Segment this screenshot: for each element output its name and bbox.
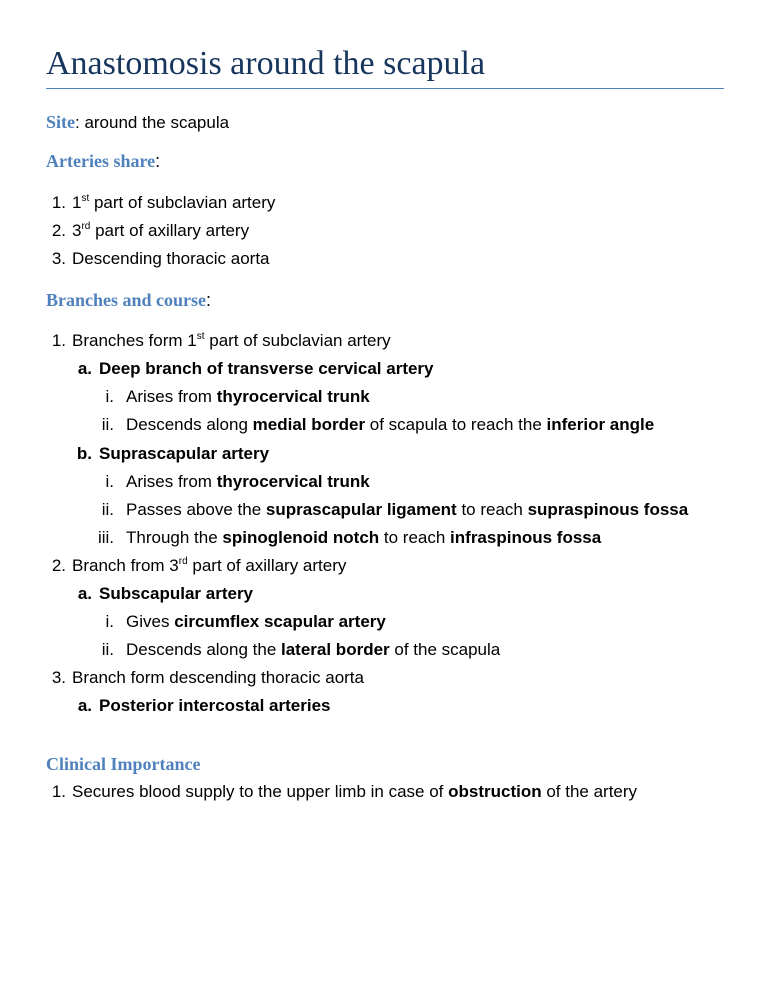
text-part: Descends along the xyxy=(126,640,281,659)
arteries-heading xyxy=(46,150,160,172)
list-letter: a. xyxy=(77,359,92,378)
bold-term: obstruction xyxy=(448,782,542,801)
list-number: 1. xyxy=(51,331,66,350)
superscript: st xyxy=(81,193,90,204)
text-part: Descends along xyxy=(126,415,253,434)
bold-term: lateral border xyxy=(281,640,390,659)
bold-term: thyrocervical trunk xyxy=(216,472,370,491)
list-roman: ii. xyxy=(101,500,114,519)
text-part: of scapula to reach the xyxy=(365,415,547,434)
list-letter: a. xyxy=(77,584,92,603)
text-part: 3 xyxy=(72,221,82,240)
branches-heading-text: Branches and course xyxy=(46,290,207,310)
bold-term: supraspinous fossa xyxy=(527,500,689,519)
bold-term: inferior angle xyxy=(546,415,655,434)
branches-heading-colon: : xyxy=(206,290,212,310)
site-label: Site xyxy=(46,112,75,132)
list-text: Descending thoracic aorta xyxy=(72,249,270,268)
list-roman: ii. xyxy=(101,640,114,659)
list-text xyxy=(126,471,370,493)
text-part: part of axillary artery xyxy=(187,556,347,575)
list-text xyxy=(126,527,601,549)
list-roman: i. xyxy=(105,387,114,406)
text-part: Gives xyxy=(126,612,175,631)
page-title: Anastomosis around the scapula xyxy=(46,45,486,82)
list-text xyxy=(126,386,370,408)
text-part: Arises from xyxy=(126,472,217,491)
text-part: Branches form 1 xyxy=(72,331,197,350)
text-part: Through the xyxy=(126,528,223,547)
text-part: 1 xyxy=(72,193,82,212)
list-text: Subscapular artery xyxy=(99,584,254,603)
clinical-heading: Clinical Importance xyxy=(46,754,201,774)
list-letter: b. xyxy=(76,444,92,463)
list-number: 2. xyxy=(51,556,66,575)
text-part: part of subclavian artery xyxy=(204,331,391,350)
list-text xyxy=(72,192,275,214)
bold-term: infraspinous fossa xyxy=(450,528,602,547)
list-number: 2. xyxy=(51,221,66,240)
superscript: rd xyxy=(178,556,188,567)
list-text xyxy=(72,555,346,577)
list-roman: iii. xyxy=(97,528,114,547)
text-part: part of axillary artery xyxy=(90,221,250,240)
bold-term: suprascapular ligament xyxy=(265,500,457,519)
text-part: part of subclavian artery xyxy=(89,193,276,212)
list-text: Suprascapular artery xyxy=(99,444,270,463)
list-number: 1. xyxy=(51,782,66,801)
text-part: Branch from 3 xyxy=(72,556,179,575)
bold-term: thyrocervical trunk xyxy=(216,387,370,406)
site-text: : around the scapula xyxy=(75,113,230,132)
list-roman: i. xyxy=(105,472,114,491)
list-text: Posterior intercostal arteries xyxy=(99,696,331,715)
text-part: Arises from xyxy=(126,387,217,406)
list-text xyxy=(126,639,500,661)
arteries-heading-text: Arteries share xyxy=(46,151,156,171)
site-line xyxy=(46,111,229,134)
text-part: of the scapula xyxy=(389,640,501,659)
list-text: Deep branch of transverse cervical artery xyxy=(99,359,434,378)
list-roman: i. xyxy=(105,612,114,631)
superscript: rd xyxy=(81,221,91,232)
list-number: 3. xyxy=(51,249,66,268)
text-part: Passes above the xyxy=(126,500,266,519)
list-roman: ii. xyxy=(101,415,114,434)
list-text xyxy=(72,220,249,242)
list-text xyxy=(126,414,654,436)
text-part: to reach xyxy=(456,500,528,519)
list-number: 3. xyxy=(51,668,66,687)
bold-term: medial border xyxy=(252,415,366,434)
list-letter: a. xyxy=(77,696,92,715)
list-text: Branch form descending thoracic aorta xyxy=(72,668,364,687)
text-part: Secures blood supply to the upper limb in case of xyxy=(72,782,449,801)
title-underline xyxy=(46,88,724,89)
list-text xyxy=(72,781,637,803)
list-text xyxy=(72,330,391,352)
superscript: st xyxy=(196,331,205,342)
list-number: 1. xyxy=(51,193,66,212)
branches-heading xyxy=(46,289,211,311)
text-part: of the artery xyxy=(541,782,638,801)
bold-term: circumflex scapular artery xyxy=(174,612,386,631)
arteries-heading-colon: : xyxy=(155,151,161,171)
bold-term: spinoglenoid notch xyxy=(222,528,380,547)
text-part: to reach xyxy=(379,528,451,547)
list-text xyxy=(126,499,688,521)
list-text xyxy=(126,611,386,633)
